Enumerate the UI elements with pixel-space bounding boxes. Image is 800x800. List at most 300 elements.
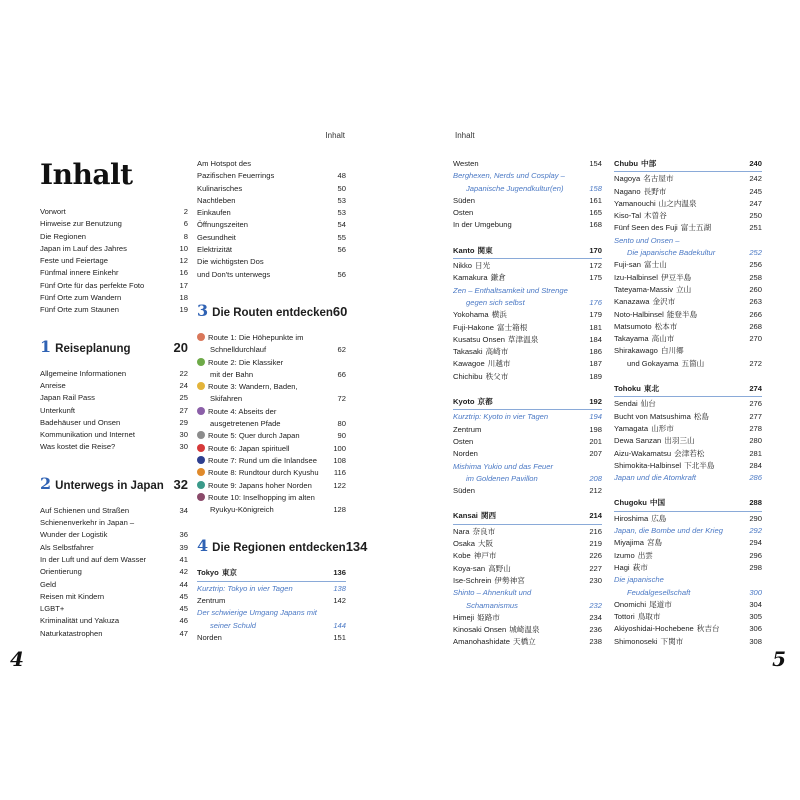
entry-japanese-name: 尾道市 bbox=[649, 599, 672, 609]
toc-entry[interactable] bbox=[40, 380, 188, 392]
chapter-2-heading[interactable] bbox=[40, 474, 188, 493]
toc-entry[interactable] bbox=[197, 467, 346, 479]
entry-label bbox=[466, 473, 585, 485]
entry-japanese-name: 富士箱根 bbox=[496, 322, 528, 332]
toc-entry[interactable] bbox=[40, 505, 188, 517]
entry-text: Izumo bbox=[614, 550, 635, 560]
entry-label bbox=[40, 554, 176, 566]
toc-entry[interactable] bbox=[614, 235, 762, 247]
entry-text: Onomichi bbox=[614, 599, 647, 609]
toc-entry[interactable] bbox=[614, 186, 762, 198]
toc-entry[interactable] bbox=[197, 504, 346, 516]
entry-page-number: 181 bbox=[589, 322, 602, 332]
entry-page-number: 284 bbox=[749, 460, 762, 470]
toc-entry[interactable] bbox=[40, 267, 188, 279]
entry-japanese-name: 白川郷 bbox=[660, 346, 684, 356]
entry-label bbox=[40, 591, 176, 603]
toc-entry[interactable] bbox=[40, 206, 188, 218]
entry-japanese-name: 下関市 bbox=[660, 636, 684, 646]
entry-page-number: 234 bbox=[589, 612, 602, 622]
toc-entry[interactable] bbox=[614, 460, 762, 472]
entry-japanese-name: 鎌倉 bbox=[490, 273, 506, 283]
entry-text: Japan Rail Pass bbox=[40, 393, 95, 403]
entry-label bbox=[197, 443, 329, 455]
region-heading[interactable] bbox=[614, 383, 762, 397]
entry-text: Westen bbox=[453, 159, 479, 168]
toc-entry[interactable] bbox=[614, 259, 762, 271]
toc-entry[interactable] bbox=[40, 243, 188, 255]
toc-entry[interactable] bbox=[453, 485, 602, 497]
entry-label bbox=[614, 284, 745, 296]
entry-page-number: 144 bbox=[333, 620, 346, 630]
toc-entry[interactable] bbox=[614, 358, 762, 370]
entry-text: Route 7: Rund um die Inlandsee bbox=[208, 455, 317, 465]
toc-entry[interactable] bbox=[40, 517, 188, 529]
entry-page-number: 278 bbox=[749, 423, 762, 433]
toc-entry[interactable] bbox=[453, 600, 602, 612]
entry-page-number: 187 bbox=[589, 359, 602, 369]
entry-label bbox=[210, 344, 334, 356]
entry-label bbox=[453, 461, 598, 473]
entry-label bbox=[453, 587, 598, 599]
toc-entry[interactable] bbox=[40, 417, 188, 429]
region-heading[interactable] bbox=[614, 497, 762, 511]
entry-page-number: 47 bbox=[179, 628, 188, 638]
entry-page-number: 36 bbox=[179, 530, 188, 540]
toc-entry[interactable] bbox=[40, 255, 188, 267]
entry-japanese-name: 天橋立 bbox=[513, 637, 536, 647]
entry-label bbox=[40, 405, 176, 417]
toc-entry[interactable] bbox=[197, 595, 346, 607]
toc-entry[interactable] bbox=[40, 231, 188, 243]
toc-entry[interactable] bbox=[614, 296, 762, 308]
entry-page-number: 154 bbox=[589, 159, 602, 168]
entry-label bbox=[466, 600, 585, 612]
toc-entry[interactable] bbox=[453, 195, 602, 207]
region-heading[interactable] bbox=[197, 567, 346, 581]
toc-entry[interactable] bbox=[197, 183, 346, 195]
entry-label bbox=[614, 259, 745, 271]
toc-entry[interactable] bbox=[197, 620, 346, 632]
entry-text: Akiyoshidai-Hochebene bbox=[614, 624, 694, 634]
toc-entry[interactable] bbox=[40, 368, 188, 380]
toc-entry[interactable] bbox=[40, 405, 188, 417]
entry-text: Tokyo bbox=[197, 568, 219, 578]
entry-text: Die Regionen bbox=[40, 231, 87, 241]
toc-entry[interactable] bbox=[614, 272, 762, 284]
toc-entry[interactable] bbox=[40, 542, 188, 554]
toc-entry[interactable] bbox=[453, 334, 602, 346]
entry-japanese-name: 大阪 bbox=[477, 539, 494, 549]
toc-entry[interactable] bbox=[453, 260, 602, 272]
entry-label bbox=[453, 285, 598, 297]
entry-text: Fünf Seen des Fuji bbox=[614, 223, 678, 233]
entry-japanese-name: 金沢市 bbox=[652, 297, 676, 307]
toc-entry[interactable] bbox=[453, 272, 602, 284]
toc-entry[interactable] bbox=[40, 591, 188, 603]
entry-japanese-name: 山形市 bbox=[651, 423, 674, 433]
entry-label bbox=[40, 368, 176, 380]
entry-japanese-name: 松島 bbox=[693, 411, 710, 421]
entry-text: Einkaufen bbox=[197, 208, 231, 218]
toc-entry[interactable] bbox=[614, 284, 762, 296]
chapter-page: 134 bbox=[345, 539, 368, 555]
entry-label bbox=[614, 525, 745, 537]
toc-entry[interactable] bbox=[197, 492, 346, 504]
entry-text: Sento und Onsen – bbox=[614, 235, 680, 245]
toc-entry[interactable] bbox=[197, 195, 346, 207]
entry-page-number: 288 bbox=[749, 498, 762, 508]
toc-entry[interactable] bbox=[614, 411, 762, 423]
entry-text: Yamagata bbox=[614, 423, 649, 433]
entry-label bbox=[453, 448, 585, 460]
toc-entry[interactable] bbox=[453, 322, 602, 334]
entry-label bbox=[40, 243, 176, 255]
toc-entry[interactable] bbox=[453, 461, 602, 473]
toc-entry[interactable] bbox=[453, 207, 602, 219]
chapter-1-heading[interactable] bbox=[40, 337, 188, 356]
entry-text: Kriminalität und Yakuza bbox=[40, 616, 120, 626]
toc-entry[interactable] bbox=[453, 436, 602, 448]
toc-entry[interactable] bbox=[197, 332, 346, 344]
spacer bbox=[453, 497, 602, 505]
toc-entry[interactable] bbox=[614, 247, 762, 259]
toc-entry[interactable] bbox=[453, 624, 602, 636]
toc-entry[interactable] bbox=[614, 423, 762, 435]
entry-label bbox=[453, 272, 585, 284]
entry-page-number: 165 bbox=[589, 208, 602, 218]
entry-label bbox=[197, 170, 334, 182]
regions-list-a bbox=[453, 158, 602, 649]
entry-page-number: 194 bbox=[589, 412, 602, 422]
toc-entry[interactable] bbox=[453, 170, 602, 182]
toc-entry[interactable] bbox=[614, 398, 762, 410]
toc-entry[interactable] bbox=[197, 269, 346, 281]
entry-page-number: 22 bbox=[179, 368, 188, 378]
toc-entry[interactable] bbox=[614, 472, 762, 484]
toc-entry[interactable] bbox=[40, 529, 188, 541]
entry-label bbox=[453, 170, 598, 182]
toc-entry[interactable] bbox=[453, 636, 602, 648]
entry-label bbox=[614, 599, 745, 611]
toc-entry[interactable] bbox=[453, 309, 602, 321]
entry-text: Ise-Schrein bbox=[453, 575, 492, 585]
toc-entry[interactable] bbox=[453, 158, 602, 170]
chapter-4-list bbox=[197, 567, 346, 644]
toc-entry[interactable] bbox=[197, 207, 346, 219]
toc-entry[interactable] bbox=[197, 344, 346, 356]
entry-text: Fuji-Hakone bbox=[453, 322, 494, 332]
entry-text: Kamakura bbox=[453, 273, 488, 283]
entry-page-number: 240 bbox=[749, 159, 762, 168]
entry-page-number: 30 bbox=[179, 430, 188, 440]
chapter-title: Die Routen entdecken bbox=[212, 306, 333, 319]
toc-entry[interactable] bbox=[197, 632, 346, 644]
toc-entry[interactable] bbox=[453, 346, 602, 358]
entry-japanese-name: 秩父市 bbox=[485, 371, 509, 381]
toc-entry[interactable] bbox=[614, 537, 762, 549]
toc-entry[interactable] bbox=[453, 285, 602, 297]
chapter-title: Die Regionen entdecken bbox=[212, 542, 346, 555]
entry-japanese-name: 関東 bbox=[477, 245, 493, 255]
entry-label bbox=[453, 158, 585, 170]
toc-entry[interactable] bbox=[40, 392, 188, 404]
entry-page-number: 42 bbox=[179, 567, 188, 577]
entry-page-number: 17 bbox=[179, 280, 188, 290]
toc-entry[interactable] bbox=[197, 158, 346, 170]
region-heading[interactable] bbox=[453, 396, 602, 410]
toc-entry[interactable] bbox=[614, 198, 762, 210]
chapter-number: 4 bbox=[197, 536, 209, 556]
entry-text: und Gokayama bbox=[627, 358, 679, 368]
entry-text: Sendai bbox=[614, 399, 638, 409]
toc-entry[interactable] bbox=[197, 244, 346, 256]
entry-text: Fünfmal innere Einkehr bbox=[40, 268, 119, 278]
entry-text: In der Luft und auf dem Wasser bbox=[40, 554, 147, 564]
toc-entry[interactable] bbox=[197, 455, 346, 467]
entry-label bbox=[614, 423, 745, 435]
entry-page-number: 274 bbox=[749, 384, 762, 394]
toc-entry[interactable] bbox=[614, 435, 762, 447]
toc-entry[interactable] bbox=[614, 173, 762, 185]
entry-label bbox=[614, 309, 745, 321]
entry-text: Route 5: Quer durch Japan bbox=[208, 431, 300, 441]
toc-entry[interactable] bbox=[40, 304, 188, 316]
toc-entry[interactable] bbox=[197, 232, 346, 244]
entry-text: Tateyama-Massiv bbox=[614, 284, 674, 294]
entry-text: Shimonoseki bbox=[614, 636, 658, 646]
toc-entry[interactable] bbox=[197, 607, 346, 619]
chapter-number: 1 bbox=[40, 336, 52, 356]
toc-entry[interactable] bbox=[40, 280, 188, 292]
entry-page-number: 201 bbox=[589, 436, 602, 446]
entry-text: Route 10: Inselhopping im alten bbox=[208, 492, 315, 502]
toc-entry[interactable] bbox=[614, 345, 762, 357]
toc-entry[interactable] bbox=[614, 611, 762, 623]
route-color-dot-icon bbox=[197, 333, 205, 341]
toc-entry[interactable] bbox=[453, 563, 602, 575]
toc-entry[interactable] bbox=[40, 218, 188, 230]
entry-text: Japan und die Atomkraft bbox=[614, 473, 697, 483]
toc-entry[interactable] bbox=[614, 513, 762, 525]
toc-entry[interactable] bbox=[614, 587, 762, 599]
toc-entry[interactable] bbox=[40, 579, 188, 591]
entry-text: Kommunikation und Internet bbox=[40, 430, 135, 440]
entry-japanese-name: 立山 bbox=[676, 284, 692, 294]
entry-label bbox=[40, 517, 184, 529]
entry-page-number: 8 bbox=[183, 231, 188, 241]
region-heading[interactable] bbox=[453, 245, 602, 259]
route-color-dot-icon bbox=[197, 493, 205, 501]
toc-entry[interactable] bbox=[40, 441, 188, 453]
entry-japanese-name: 名古屋市 bbox=[643, 174, 674, 184]
toc-entry[interactable] bbox=[453, 526, 602, 538]
toc-entry[interactable] bbox=[197, 256, 346, 268]
toc-entry[interactable] bbox=[614, 623, 762, 635]
region-heading[interactable] bbox=[614, 158, 762, 172]
toc-entry[interactable] bbox=[197, 583, 346, 595]
chapter-3-heading[interactable] bbox=[197, 301, 346, 320]
entry-label bbox=[614, 333, 745, 345]
entry-label bbox=[453, 358, 585, 370]
entry-label bbox=[453, 510, 585, 522]
route-color-dot-icon bbox=[197, 431, 205, 439]
toc-entry[interactable] bbox=[453, 371, 602, 383]
chapter-number: 2 bbox=[40, 473, 52, 493]
toc-entry[interactable] bbox=[197, 393, 346, 405]
toc-entry[interactable] bbox=[614, 309, 762, 321]
toc-entry[interactable] bbox=[453, 550, 602, 562]
entry-page-number: 306 bbox=[749, 624, 762, 634]
toc-entry[interactable] bbox=[614, 550, 762, 562]
entry-label bbox=[614, 235, 758, 247]
chapter-4-heading[interactable] bbox=[197, 536, 368, 556]
entry-text: Miyajima bbox=[614, 538, 644, 548]
entry-page-number: 305 bbox=[749, 612, 762, 622]
toc-entry[interactable] bbox=[197, 443, 346, 455]
toc-entry[interactable] bbox=[614, 333, 762, 345]
entry-page-number: 300 bbox=[749, 587, 762, 597]
toc-entry[interactable] bbox=[197, 219, 346, 231]
toc-entry[interactable] bbox=[453, 575, 602, 587]
toc-entry[interactable] bbox=[197, 406, 346, 418]
toc-entry[interactable] bbox=[453, 473, 602, 485]
entry-text: Kawagoe bbox=[453, 359, 485, 369]
toc-entry[interactable] bbox=[40, 554, 188, 566]
toc-entry[interactable] bbox=[197, 480, 346, 492]
entry-text: Route 9: Japans hoher Norden bbox=[208, 480, 312, 490]
toc-entry[interactable] bbox=[40, 429, 188, 441]
toc-column-3 bbox=[453, 158, 602, 649]
entry-text: Route 3: Wandern, Baden, bbox=[208, 382, 298, 392]
toc-entry[interactable] bbox=[614, 525, 762, 537]
entry-label bbox=[453, 396, 585, 408]
toc-entry[interactable] bbox=[40, 603, 188, 615]
toc-entry[interactable] bbox=[197, 170, 346, 182]
entry-page-number: 192 bbox=[589, 397, 602, 407]
entry-page-number: 277 bbox=[749, 411, 762, 421]
entry-page-number: 296 bbox=[749, 550, 762, 560]
toc-entry[interactable] bbox=[197, 369, 346, 381]
entry-japanese-name: 高野山 bbox=[488, 563, 511, 573]
toc-entry[interactable] bbox=[614, 574, 762, 586]
entry-label bbox=[453, 624, 585, 636]
entry-japanese-name: 下北半島 bbox=[684, 460, 715, 470]
entry-page-number: 184 bbox=[589, 334, 602, 344]
entry-label bbox=[453, 436, 585, 448]
region-heading[interactable] bbox=[453, 510, 602, 524]
entry-page-number: 19 bbox=[179, 305, 188, 315]
toc-entry[interactable] bbox=[197, 430, 346, 442]
toc-entry[interactable] bbox=[40, 566, 188, 578]
toc-entry[interactable] bbox=[453, 297, 602, 309]
entry-label bbox=[614, 345, 758, 357]
entry-label bbox=[40, 206, 180, 218]
entry-japanese-name: 神戸市 bbox=[473, 551, 497, 561]
toc-entry[interactable] bbox=[614, 321, 762, 333]
entry-text: Hinweise zur Benutzung bbox=[40, 219, 122, 229]
entry-page-number: 25 bbox=[179, 393, 188, 403]
toc-entry[interactable] bbox=[453, 358, 602, 370]
entry-japanese-name: 東京 bbox=[221, 568, 237, 578]
toc-entry[interactable] bbox=[614, 562, 762, 574]
toc-entry[interactable] bbox=[40, 615, 188, 627]
toc-entry[interactable] bbox=[614, 599, 762, 611]
toc-entry[interactable] bbox=[614, 448, 762, 460]
entry-label bbox=[197, 607, 342, 619]
toc-entry[interactable] bbox=[197, 381, 346, 393]
entry-text: Route 2: Die Klassiker bbox=[208, 357, 284, 367]
entry-label bbox=[614, 186, 745, 198]
entry-label bbox=[40, 392, 176, 404]
toc-entry[interactable] bbox=[197, 357, 346, 369]
toc-entry[interactable] bbox=[453, 411, 602, 423]
toc-entry[interactable] bbox=[40, 292, 188, 304]
entry-text: Route 8: Rundtour durch Kyushu bbox=[208, 468, 319, 478]
entry-label bbox=[197, 480, 329, 492]
chapter-page: 60 bbox=[332, 303, 348, 319]
entry-japanese-name: 関西 bbox=[480, 511, 497, 521]
entry-page-number: 100 bbox=[333, 443, 346, 453]
toc-entry[interactable] bbox=[614, 636, 762, 648]
toc-entry[interactable] bbox=[453, 448, 602, 460]
toc-entry[interactable] bbox=[453, 538, 602, 550]
entry-text: Yokohama bbox=[453, 310, 489, 320]
entry-japanese-name: 伊豆半島 bbox=[660, 272, 692, 282]
entry-japanese-name: 草津温泉 bbox=[507, 334, 539, 344]
entry-label bbox=[197, 381, 342, 393]
entry-label bbox=[614, 611, 745, 623]
entry-text: Schienenverkehr in Japan – bbox=[40, 518, 135, 528]
entry-text: Ryukyu-Königreich bbox=[210, 505, 274, 515]
route-color-dot-icon bbox=[197, 358, 205, 366]
entry-text: Route 1: Die Höhepunkte im bbox=[208, 332, 304, 342]
route-color-dot-icon bbox=[197, 468, 205, 476]
entry-page-number: 214 bbox=[589, 511, 602, 521]
entry-label bbox=[453, 563, 585, 575]
toc-entry[interactable] bbox=[453, 612, 602, 624]
toc-entry[interactable] bbox=[453, 424, 602, 436]
entry-page-number: 230 bbox=[589, 575, 602, 585]
entry-label bbox=[627, 358, 745, 370]
toc-entry[interactable] bbox=[453, 587, 602, 599]
entry-page-number: 55 bbox=[337, 232, 346, 242]
entry-page-number: 263 bbox=[749, 297, 762, 307]
entry-label bbox=[466, 183, 585, 195]
entry-page-number: 138 bbox=[333, 583, 346, 593]
entry-text: Die wichtigsten Dos bbox=[197, 257, 264, 267]
entry-page-number: 62 bbox=[337, 345, 346, 355]
entry-label bbox=[197, 232, 334, 244]
toc-entry[interactable] bbox=[453, 183, 602, 195]
entry-text: Nagano bbox=[614, 186, 641, 196]
entry-label bbox=[197, 583, 329, 595]
entry-page-number: 24 bbox=[179, 380, 188, 390]
chapter-page: 32 bbox=[173, 476, 188, 492]
toc-entry[interactable] bbox=[453, 219, 602, 231]
toc-entry[interactable] bbox=[40, 628, 188, 640]
toc-entry[interactable] bbox=[614, 210, 762, 222]
entry-japanese-name: 富士山 bbox=[644, 260, 667, 270]
entry-text: Kanto bbox=[453, 245, 475, 255]
entry-text: Nara bbox=[453, 526, 470, 536]
toc-entry[interactable] bbox=[614, 222, 762, 234]
entry-label bbox=[453, 424, 585, 436]
entry-label bbox=[614, 411, 745, 423]
entry-text: gegen sich selbst bbox=[466, 297, 525, 307]
entry-label bbox=[614, 158, 745, 170]
toc-entry[interactable] bbox=[197, 418, 346, 430]
